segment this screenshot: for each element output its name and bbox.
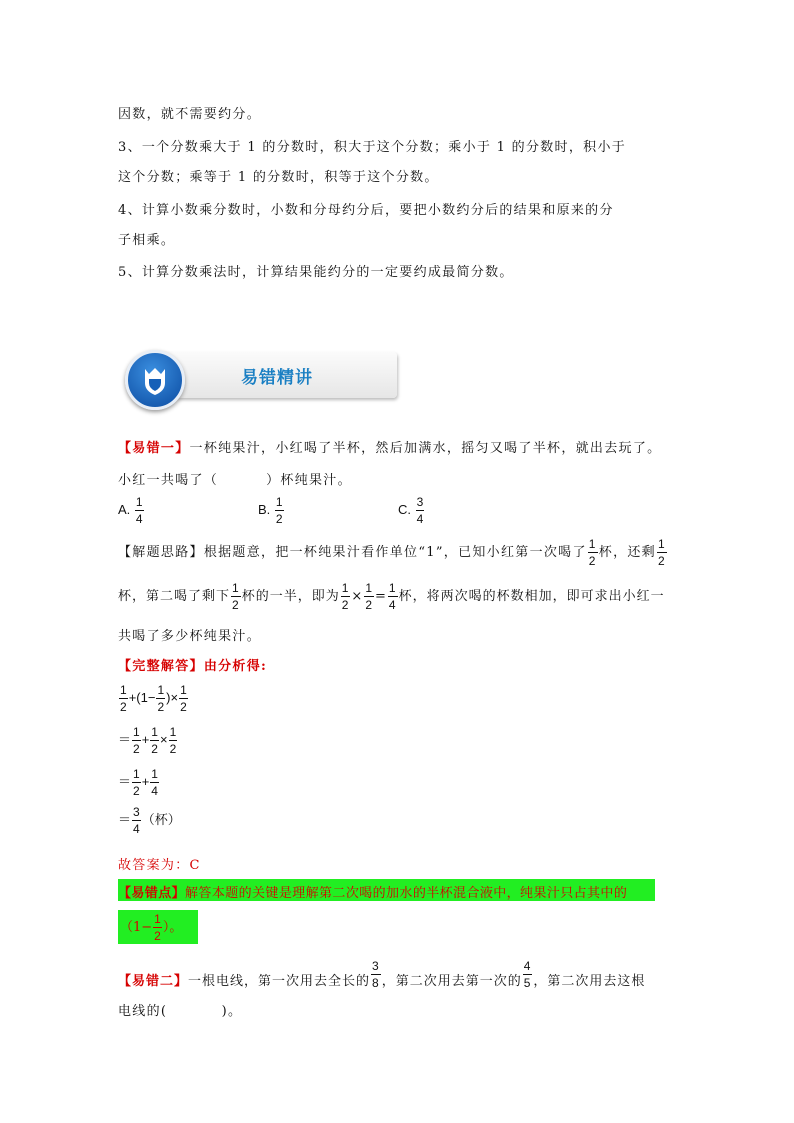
fraction	[150, 726, 159, 755]
numerator: 1	[341, 581, 350, 595]
fraction	[371, 960, 381, 989]
fraction	[132, 726, 141, 755]
plus-sign: +	[141, 731, 150, 747]
plus-sign: +	[141, 773, 150, 789]
denominator: 2	[157, 700, 165, 714]
denominator: 2	[588, 554, 597, 568]
fraction	[156, 684, 165, 713]
analysis-text: 杯的一半，即为	[241, 589, 340, 604]
minus-sign: −	[147, 689, 156, 705]
error1-question-text: 一杯纯果汁，小红喝了半杯，然后加满水，摇匀又喝了半杯，就出去玩了。	[189, 441, 662, 456]
numerator: 1	[133, 725, 140, 739]
error-point-text: 解答本题的关键是理解第二次喝的加水的半杯混合液中，纯果汁只占其中的	[185, 886, 628, 901]
numerator: 3	[133, 805, 140, 819]
numerator: 1	[151, 725, 158, 739]
numerator: 1	[157, 683, 165, 697]
numerator: 3	[372, 959, 380, 973]
fraction	[388, 582, 398, 611]
calc-step-3	[118, 768, 160, 797]
denominator: 2	[133, 784, 140, 798]
numerator: 1	[275, 495, 283, 509]
shield-crown-icon	[125, 350, 185, 410]
denominator: 2	[169, 742, 177, 756]
calc-step-1	[118, 684, 189, 713]
denominator: 4	[388, 598, 397, 612]
equals-sign: ＝	[118, 731, 132, 747]
denominator: 4	[135, 512, 143, 526]
error-point-line2	[120, 913, 182, 942]
rule-4-line2: 子相乘。	[118, 233, 176, 248]
fraction	[179, 684, 188, 713]
calc-step-2	[118, 726, 178, 755]
numerator: 1	[154, 912, 161, 926]
numerator: 1	[657, 537, 666, 551]
rule-5-line: 5、计算分数乘法时，计算结果能约分的一定要约成最简分数。	[118, 265, 514, 280]
analysis-text: 杯，第二喝了剩下	[118, 589, 231, 604]
option-a[interactable]	[118, 496, 145, 525]
analysis-text: 杯，将两次喝的杯数相加，即可求出小红一	[398, 589, 665, 604]
error2-question-line1	[118, 960, 645, 989]
denominator: 2	[151, 742, 158, 756]
numerator: 1	[169, 725, 177, 739]
option-label: B.	[258, 501, 271, 517]
section-banner	[121, 350, 401, 406]
denominator: 2	[365, 598, 373, 612]
question-text: ，第二次用去第一次的	[381, 974, 522, 989]
calc-step-4	[118, 806, 181, 835]
solution-header	[118, 655, 267, 674]
denominator: 2	[120, 700, 127, 714]
banner-title: 易错精讲	[241, 368, 313, 388]
denominator: 2	[341, 598, 350, 612]
error2-tag: 【易错二】	[118, 974, 189, 989]
fraction	[364, 582, 374, 611]
option-b[interactable]	[258, 496, 285, 525]
option-label: C.	[398, 501, 411, 517]
plus-sign: +	[128, 689, 137, 705]
rule-3-line1: 3、一个分数乘大于 1 的分数时，积大于这个分数；乘小于 1 的分数时，积小于	[118, 140, 627, 155]
error1-question-line2	[118, 469, 352, 488]
numerator: 1	[151, 767, 158, 781]
solution-tag: 【完整解答】	[118, 659, 204, 674]
numerator: 1	[133, 767, 140, 781]
numerator: 1	[388, 581, 397, 595]
rule-4-line1: 4、计算小数乘分数时，小数和分母约分后，要把小数约分后的结果和原来的分	[118, 203, 614, 218]
denominator: 2	[657, 554, 666, 568]
fraction	[119, 684, 128, 713]
denominator: 4	[133, 822, 140, 836]
fraction	[657, 538, 667, 567]
numerator: 1	[588, 537, 597, 551]
numerator: 1	[365, 581, 373, 595]
numerator: 4	[523, 959, 532, 973]
analysis-line1	[118, 538, 668, 567]
question-text: 小红一共喝了（	[118, 473, 219, 488]
error1-question-line1	[118, 437, 661, 456]
equals-sign: ＝	[118, 773, 132, 789]
analysis-tag: 【解题思路】	[118, 545, 204, 560]
fraction	[341, 582, 351, 611]
fraction	[169, 726, 178, 755]
equals-sign: =	[375, 589, 387, 604]
numerator: 1	[135, 495, 143, 509]
paren: )	[166, 689, 171, 705]
fraction	[416, 496, 425, 525]
intro-line: 因数，就不需要约分。	[118, 107, 262, 122]
denominator: 8	[372, 976, 380, 990]
fraction	[153, 913, 162, 942]
fraction	[135, 496, 144, 525]
fraction	[150, 768, 159, 797]
error-point-line1	[118, 882, 627, 901]
fraction	[523, 960, 533, 989]
paren: （1−	[120, 920, 153, 935]
denominator: 2	[154, 929, 161, 943]
fraction	[132, 806, 141, 835]
denominator: 4	[416, 512, 424, 526]
fraction	[275, 496, 284, 525]
numerator: 1	[232, 581, 240, 595]
denominator: 2	[133, 742, 140, 756]
denominator: 2	[180, 700, 187, 714]
denominator: 5	[523, 976, 532, 990]
denominator: 2	[275, 512, 283, 526]
error1-tag: 【易错一】	[118, 441, 190, 456]
times-sign: ×	[159, 731, 168, 747]
fraction	[588, 538, 598, 567]
times-sign: ×	[351, 589, 364, 604]
paren: ）。	[162, 920, 183, 935]
error2-question-line2: 电线的( )。	[118, 1004, 243, 1019]
error-point-tag: 【易错点】	[118, 886, 186, 901]
analysis-text: 杯，还剩	[598, 545, 656, 560]
fraction	[132, 768, 141, 797]
question-text: 一根电线，第一次用去全长的	[188, 974, 371, 989]
answer-line: 故答案为：C	[118, 858, 201, 873]
rule-3-line2: 这个分数；乘等于 1 的分数时，积等于这个分数。	[118, 170, 439, 185]
analysis-line2	[118, 582, 665, 611]
analysis-text: 根据题意，把一杯纯果汁看作单位“1”，已知小红第一次喝了	[203, 545, 587, 560]
unit-text: （杯）	[141, 812, 181, 828]
solution-lead: 由分析得:	[203, 659, 268, 674]
question-text: ）杯纯果汁。	[266, 473, 352, 488]
denominator: 4	[151, 784, 158, 798]
paren: (1	[136, 689, 148, 705]
numerator: 1	[180, 683, 187, 697]
option-c[interactable]	[398, 496, 425, 525]
denominator: 2	[232, 598, 240, 612]
times-sign: ×	[170, 689, 179, 705]
analysis-line3: 共喝了多少杯纯果汁。	[118, 629, 262, 644]
fraction	[231, 582, 241, 611]
equals-sign: ＝	[118, 811, 132, 827]
question-text: ，第二次用去这根	[533, 974, 646, 989]
numerator: 1	[120, 683, 127, 697]
numerator: 3	[416, 495, 424, 509]
option-label: A.	[118, 501, 131, 517]
